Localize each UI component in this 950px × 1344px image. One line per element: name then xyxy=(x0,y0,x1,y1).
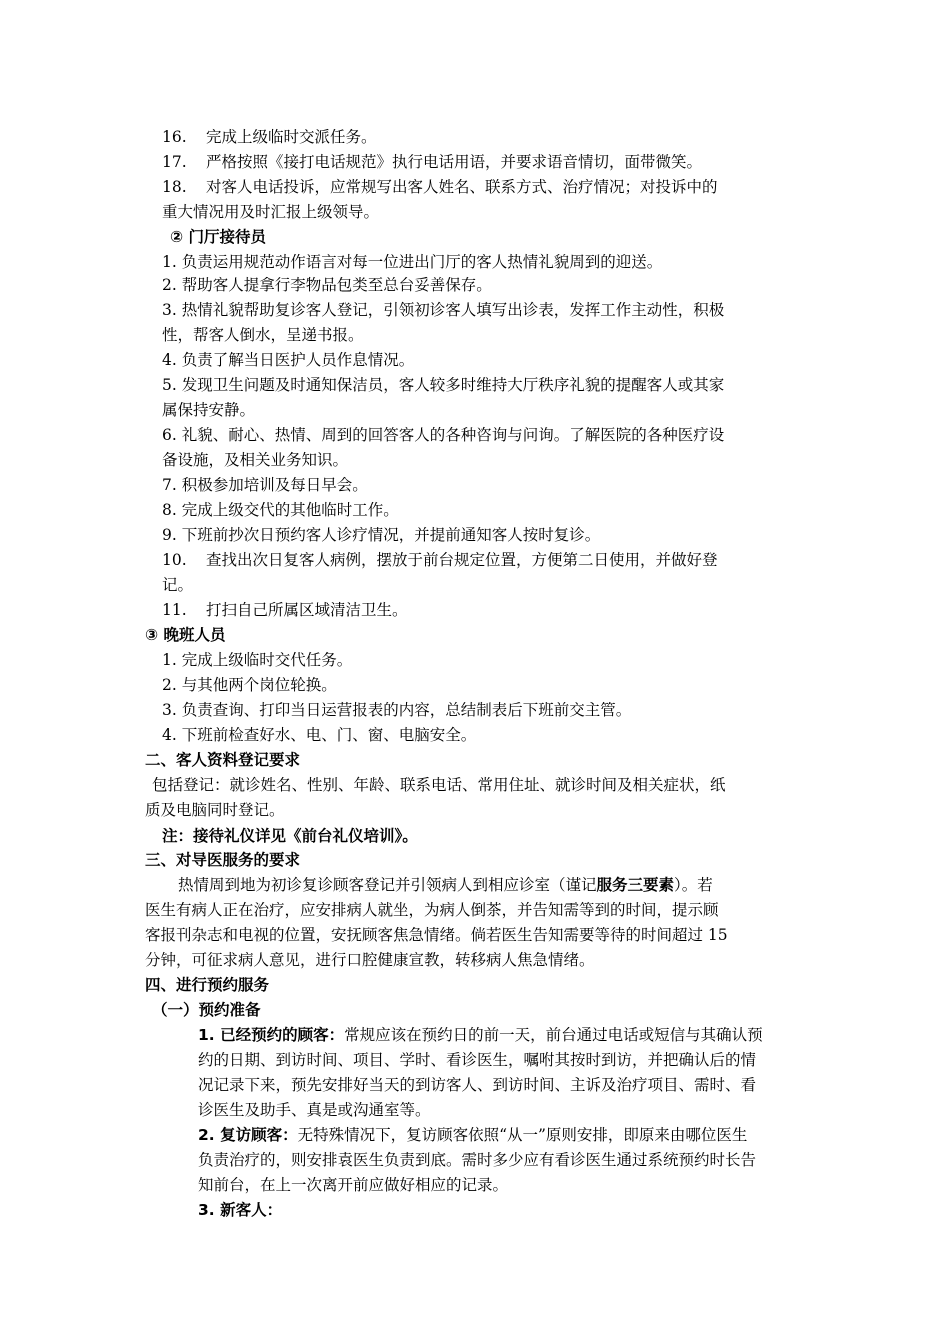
section-3-heading: 三、对导医服务的要求 xyxy=(145,851,301,869)
section-2-para-1: 包括登记：就诊姓名、性别、年龄、联系电话、常用住址、就诊时间及相关症状，纸 xyxy=(152,776,726,794)
lobby-item-1: 1. 负责运用规范动作语言对每一位进出门厅的客人热情礼貌周到的迎送。 xyxy=(162,253,663,271)
lobby-item-2: 2. 帮助客人提拿行李物品包类至总台妥善保存。 xyxy=(162,276,492,294)
lobby-item-10-cont: 记。 xyxy=(162,576,194,594)
lobby-item-10: 10. 查找出次日复客人病例，摆放于前台规定位置，方便第二日使用，并做好登 xyxy=(162,551,718,569)
section-2-note: 注：接待礼仪详见《前台礼仪培训》。 xyxy=(162,827,418,845)
section-3-para-4: 分钟，可征求病人意见，进行口腔健康宣教，转移病人焦急情绪。 xyxy=(145,951,595,969)
return-clients-para: 2. 复访顾客：无特殊情况下，复访顾客依照“从一”原则安排，即原来由哪位医生 xyxy=(198,1126,748,1144)
booked-clients-line-2: 约的日期、到访时间、项目、学时、看诊医生，嘱咐其按时到访，并把确认后的情 xyxy=(198,1051,757,1069)
booked-clients-line-3: 况记录下来，预先安排好当天的到访客人、到访时间、主诉及治疗项目、需时、看 xyxy=(198,1076,757,1094)
lobby-item-3-cont: 性，帮客人倒水，呈递书报。 xyxy=(162,326,364,344)
lobby-item-5: 5. 发现卫生问题及时通知保洁员，客人较多时维持大厅秩序礼貌的提醒客人或其家 xyxy=(162,376,725,394)
lobby-item-5-cont: 属保持安静。 xyxy=(162,401,256,419)
night-item-1: 1. 完成上级临时交代任务。 xyxy=(162,651,353,669)
night-item-3: 3. 负责查询、打印当日运营报表的内容，总结制表后下班前交主管。 xyxy=(162,701,632,719)
lobby-item-6-cont: 备设施，及相关业务知识。 xyxy=(162,451,349,469)
section-3-para-1: 热情周到地为初诊复诊顾客登记并引领病人到相应诊室（谨记服务三要素）。若 xyxy=(178,876,713,894)
lobby-item-6: 6. 礼貌、耐心、热情、周到的回答客人的各种咨询与问询。了解医院的各种医疗设 xyxy=(162,426,725,444)
night-item-4: 4. 下班前检查好水、电、门、窗、电脑安全。 xyxy=(162,726,477,744)
new-clients-label: 3. 新客人： xyxy=(198,1201,283,1219)
return-clients-line-3: 知前台，在上一次离开前应做好相应的记录。 xyxy=(198,1176,509,1194)
list-item-17: 17. 严格按照《接打电话规范》执行电话用语，并要求语音情切，面带微笑。 xyxy=(162,153,703,171)
section-2-para-2: 质及电脑同时登记。 xyxy=(145,801,285,819)
lobby-item-8: 8. 完成上级交代的其他临时工作。 xyxy=(162,501,399,519)
section-4-heading: 四、进行预约服务 xyxy=(145,976,270,994)
list-item-18: 18. 对客人电话投诉，应常规写出客人姓名、联系方式、治疗情况；对投诉中的 xyxy=(162,178,718,196)
list-item-18-cont: 重大情况用及时汇报上级领导。 xyxy=(162,203,380,221)
section-4-sub-1: （一）预约准备 xyxy=(152,1001,261,1019)
return-clients-line-2: 负责治疗的，则安排袁医生负责到底。需时多少应有看诊医生通过系统预约时长告 xyxy=(198,1151,757,1169)
booked-clients-para: 1. 已经预约的顾客：常规应该在预约日的前一天，前台通过电话或短信与其确认预 xyxy=(198,1026,763,1044)
lobby-item-4: 4. 负责了解当日医护人员作息情况。 xyxy=(162,351,415,369)
night-item-2: 2. 与其他两个岗位轮换。 xyxy=(162,676,337,694)
list-item-16: 16. 完成上级临时交派任务。 xyxy=(162,128,377,146)
lobby-item-7: 7. 积极参加培训及每日早会。 xyxy=(162,476,368,494)
night-heading: ③ 晚班人员 xyxy=(145,626,226,644)
lobby-item-3: 3. 热情礼貌帮助复诊客人登记，引领初诊客人填写出诊表，发挥工作主动性，积极 xyxy=(162,301,725,319)
lobby-heading: ② 门厅接待员 xyxy=(170,228,267,246)
section-3-para-3: 客报刊杂志和电视的位置，安抚顾客焦急情绪。倘若医生告知需要等待的时间超过 15 xyxy=(145,926,728,944)
lobby-item-11: 11. 打扫自己所属区域清洁卫生。 xyxy=(162,601,408,619)
lobby-item-9: 9. 下班前抄次日预约客人诊疗情况，并提前通知客人按时复诊。 xyxy=(162,526,601,544)
booked-clients-line-4: 诊医生及助手、真是或沟通室等。 xyxy=(198,1101,431,1119)
section-3-para-2: 医生有病人正在治疗，应安排病人就坐，为病人倒茶，并告知需等到的时间，提示顾 xyxy=(145,901,719,919)
section-2-heading: 二、客人资料登记要求 xyxy=(145,751,301,769)
